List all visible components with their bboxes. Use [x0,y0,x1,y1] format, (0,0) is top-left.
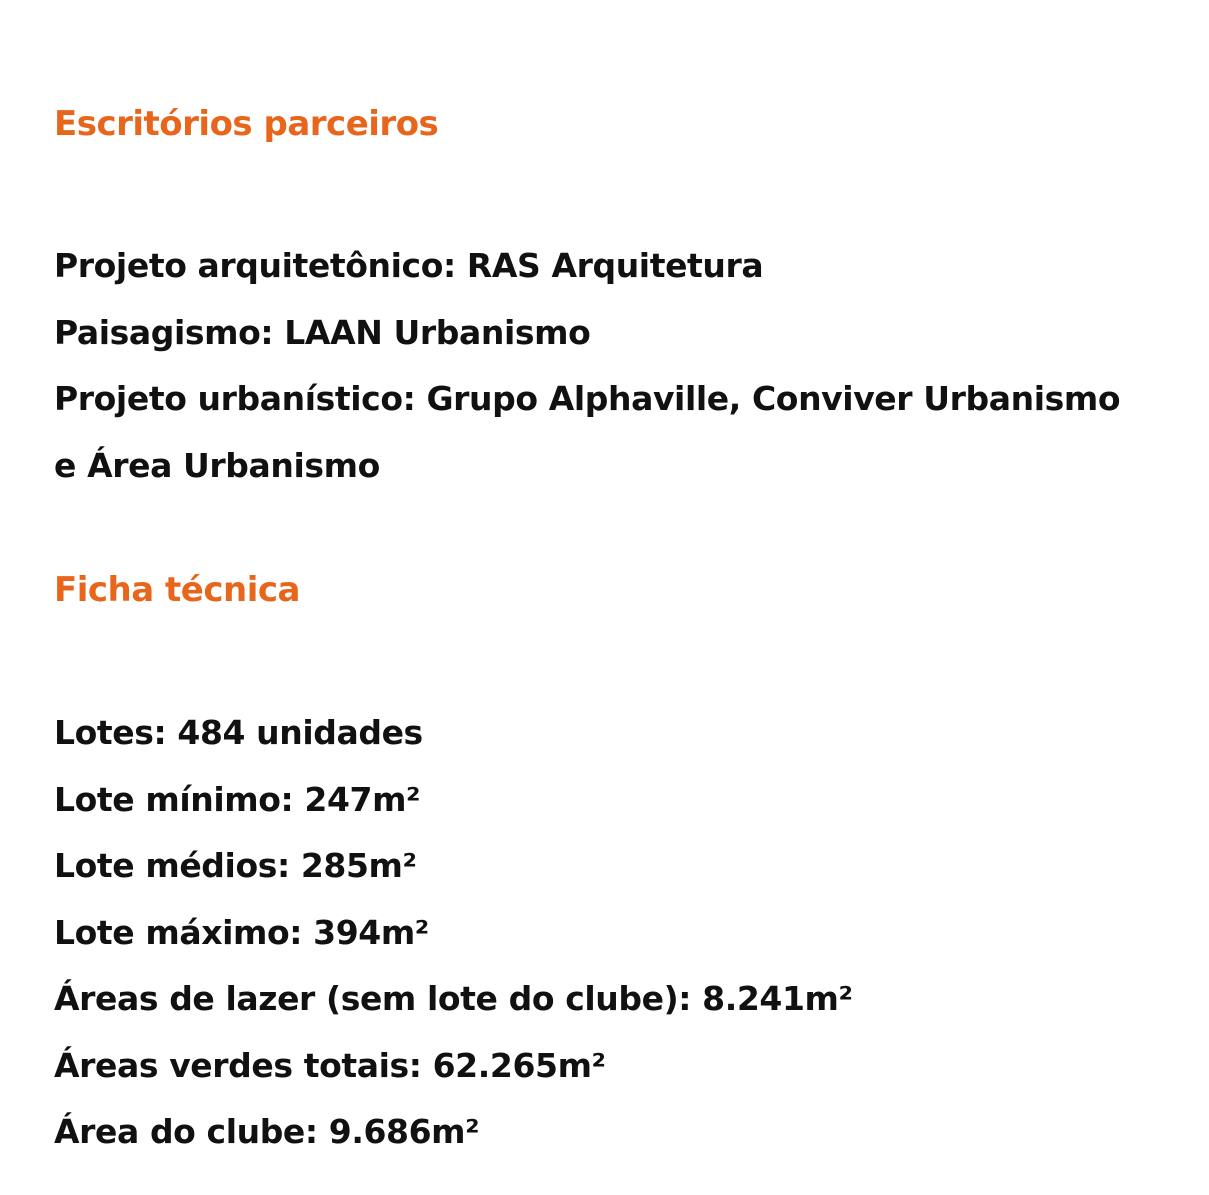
partner-urbanism-continued: e Área Urbanismo [54,445,380,485]
partner-urbanism: Projeto urbanístico: Grupo Alphaville, Conviver Urbanismo [54,379,1121,418]
spec-leisure-area: Áreas de lazer (sem lote do clube): 8.241m² [54,979,853,1018]
partner-architecture: Projeto arquitetônico: RAS Arquitetura [54,246,764,285]
spec-max-lot: Lote máximo: 394m² [54,912,429,952]
spec-green-area: Áreas verdes totais: 62.265m² [54,1045,606,1085]
spec-lots: Lotes: 484 unidades [54,713,423,752]
partners-list [54,233,1120,499]
spec-min-lot: Lote mínimo: 247m² [54,779,421,819]
specs-list [54,700,853,1166]
partner-landscaping: Paisagismo: LAAN Urbanismo [54,312,591,352]
spec-club-area: Área do clube: 9.686m² [54,1112,480,1151]
spec-avg-lot: Lote médios: 285m² [54,846,417,885]
partners-heading: Escritórios parceiros [54,104,439,144]
specs-heading: Ficha técnica [54,570,300,610]
